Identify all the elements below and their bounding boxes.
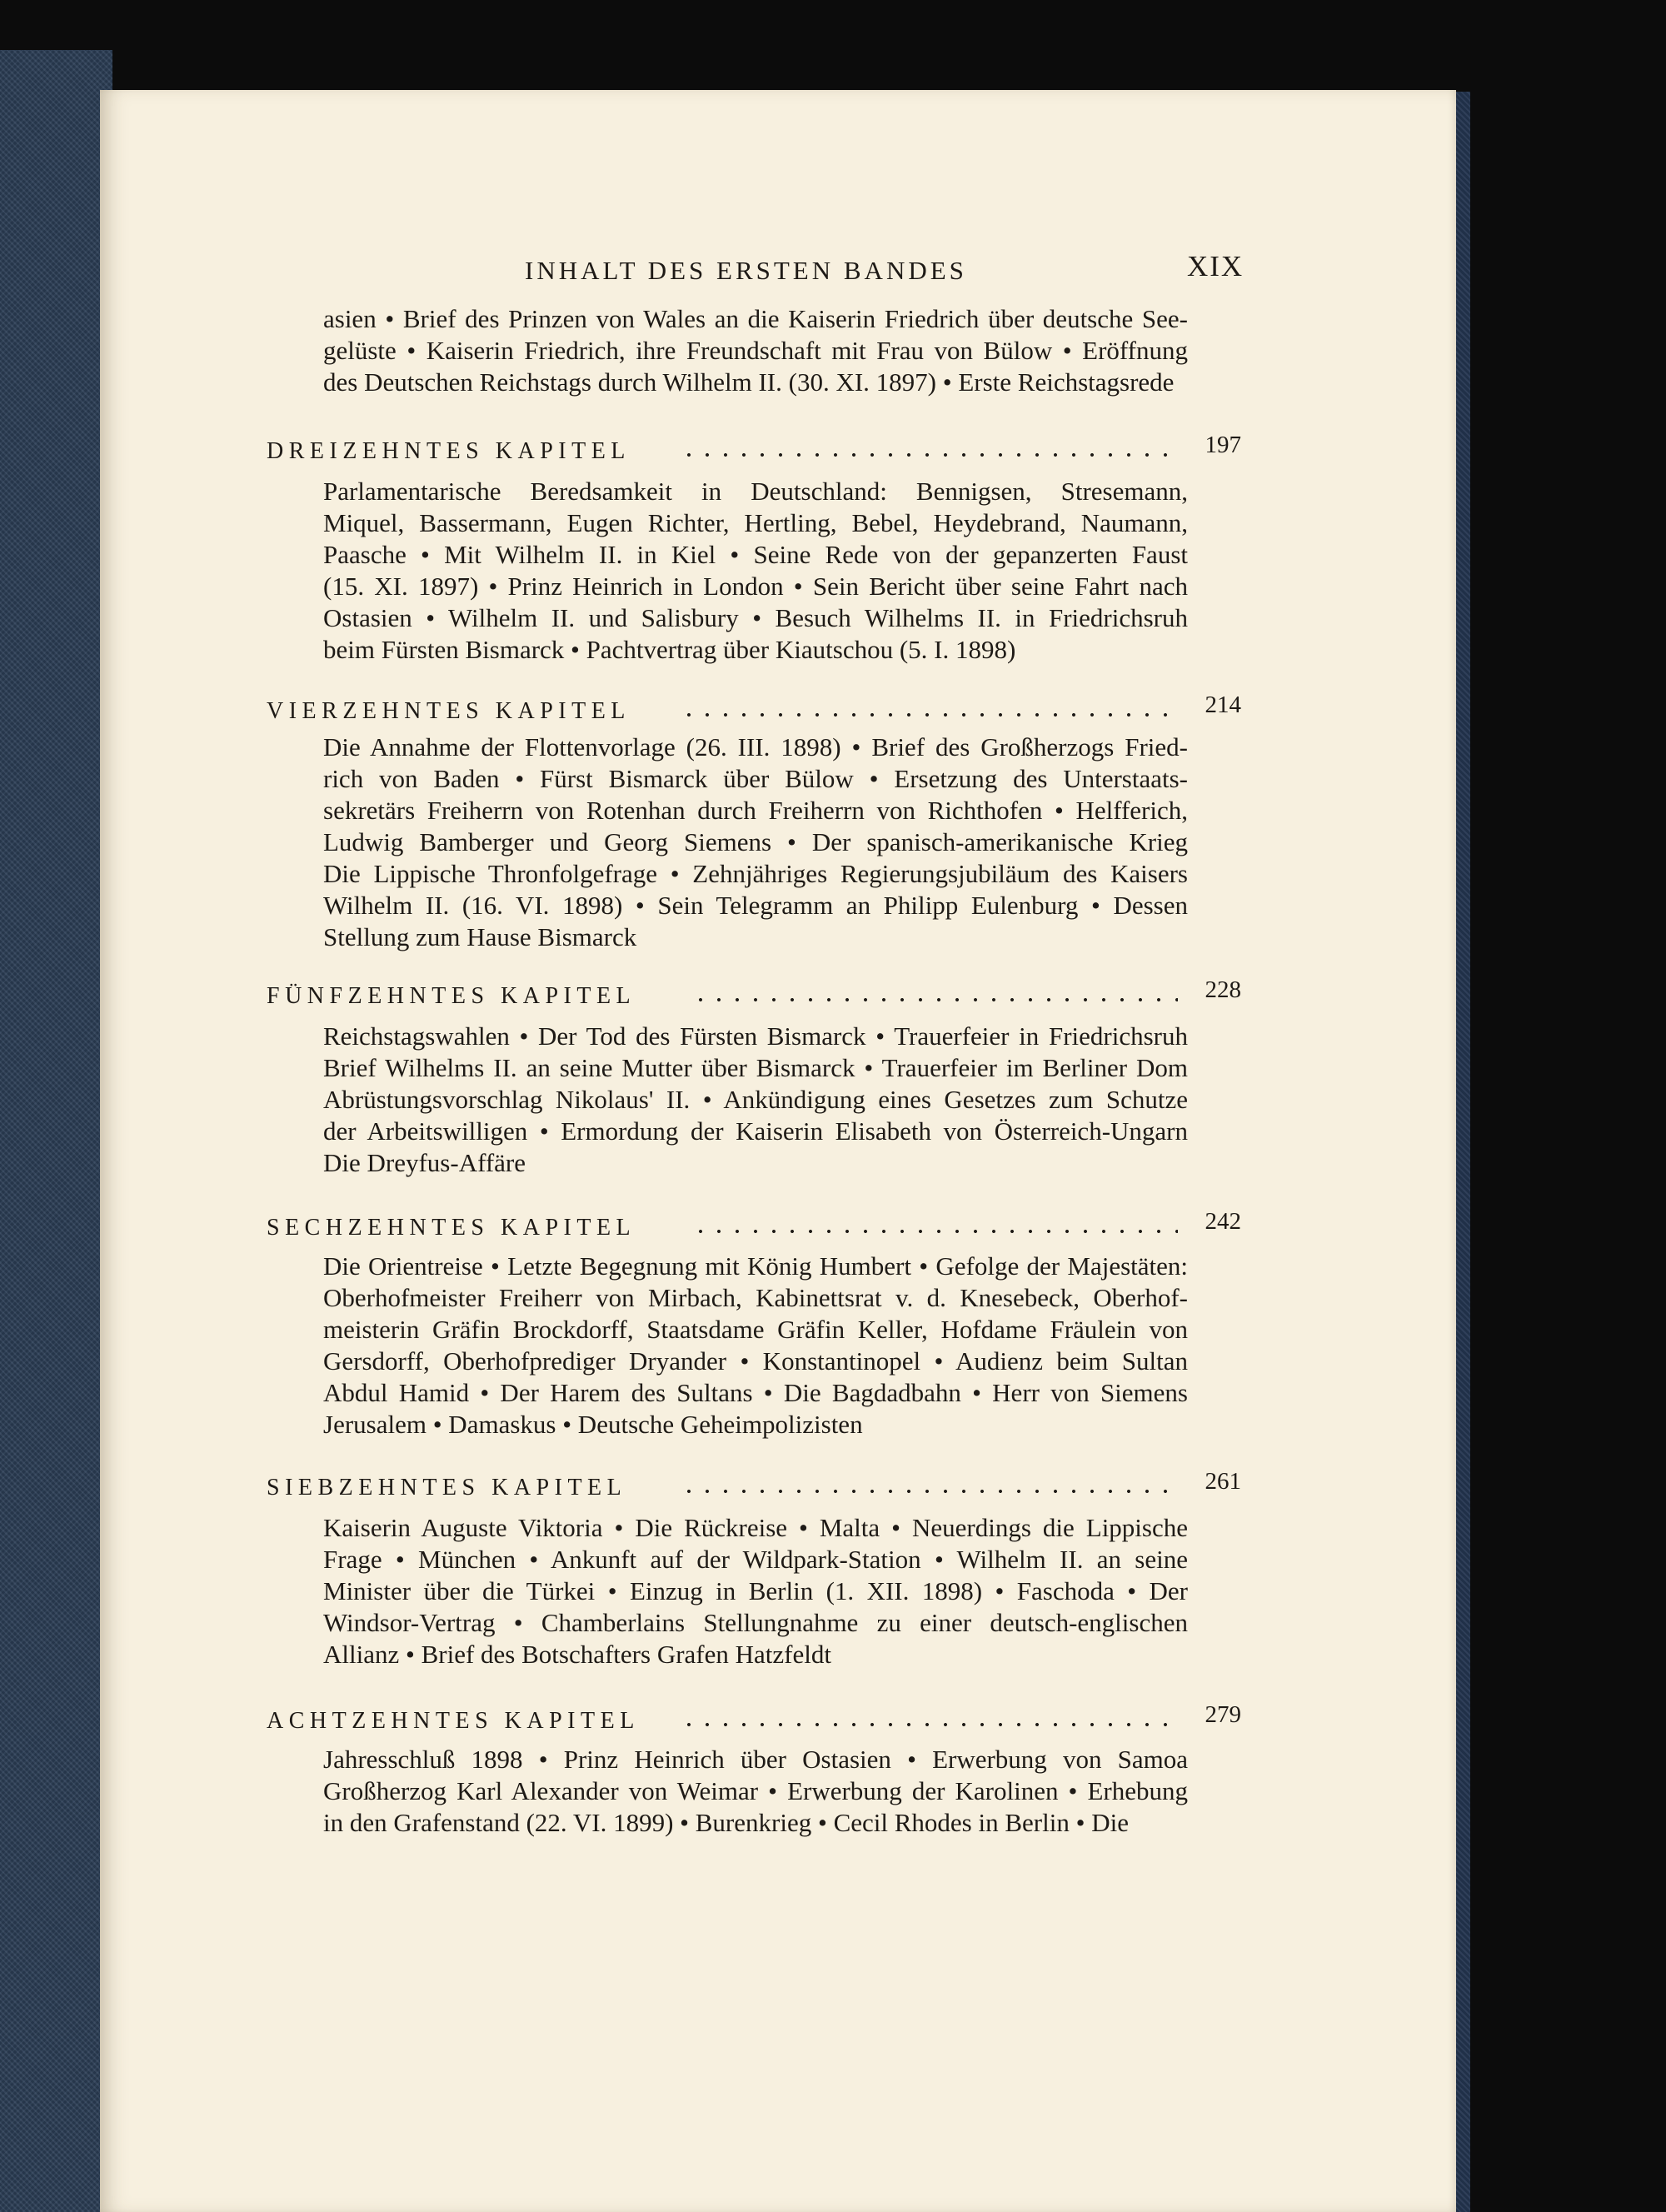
text-line: Ostasien • Wilhelm II. und Salisbury • Besuch Wilhelms II. in Friedrichsruh (323, 603, 1188, 632)
chapter-page-number: 261 (1205, 1468, 1241, 1495)
dot-leader (680, 1490, 1178, 1493)
toc-entry-chapter-14 (267, 692, 1241, 732)
toc-entry-chapter-16 (267, 1208, 1241, 1248)
chapter-title: SECHZEHNTES KAPITEL (267, 1215, 636, 1241)
toc-entry-chapter-15 (267, 976, 1241, 1016)
text-line: Abdul Hamid • Der Harem des Sultans • Die Bagdadbahn • Herr von Siemens (323, 1378, 1188, 1407)
text-line: Brief Wilhelms II. an seine Mutter über Bismarck • Trauerfeier im Berliner Dom (323, 1053, 1188, 1082)
chapter-title: FÜNFZEHNTES KAPITEL (267, 983, 636, 1009)
dot-leader (680, 1723, 1178, 1726)
book-cover-left (0, 50, 112, 2212)
dot-leader (691, 1230, 1178, 1233)
text-line: Oberhofmeister Freiherr von Mirbach, Kabinettsrat v. d. Knesebeck, Oberhof- (323, 1283, 1188, 1312)
text-line: Frage • München • Ankunft auf der Wildpark-Station • Wilhelm II. an seine (323, 1545, 1188, 1574)
chapter-page-number: 242 (1205, 1208, 1241, 1235)
chapter-page-number: 197 (1205, 432, 1241, 458)
text-line: Ludwig Bamberger und Georg Siemens • Der spanisch-amerikanische Krieg (323, 827, 1188, 856)
text-line: sekretärs Freiherrn von Rotenhan durch Freiherrn von Richthofen • Helfferich, (323, 796, 1188, 825)
text-line: Die Annahme der Flottenvorlage (26. III. 1898) • Brief des Großherzogs Fried- (323, 732, 1188, 761)
book-cover-right (1454, 92, 1470, 2212)
text-line: des Deutschen Reichstags durch Wilhelm II. (30. XI. 1897) • Erste Reichstagsrede (323, 367, 1175, 397)
chapter-title: ACHTZEHNTES KAPITEL (267, 1708, 640, 1734)
text-line: Die Dreyfus-Affäre (323, 1148, 526, 1177)
text-line: Stellung zum Hause Bismarck (323, 922, 637, 951)
text-line: der Arbeitswilligen • Ermordung der Kaiserin Elisabeth von Österreich-Ungarn (323, 1116, 1188, 1146)
chapter-summary (323, 732, 1188, 953)
text-line: in den Grafenstand (22. VI. 1899) • Burenkrieg • Cecil Rhodes in Berlin • Die (323, 1808, 1129, 1837)
running-head: INHALT DES ERSTEN BANDES (525, 256, 967, 285)
chapter-page-number: 214 (1205, 692, 1241, 718)
text-line: Reichstagswahlen • Der Tod des Fürsten Bismarck • Trauerfeier in Friedrichsruh (323, 1021, 1188, 1051)
text-line: Allianz • Brief des Botschafters Grafen Hatzfeldt (323, 1640, 831, 1669)
chapter-summary (323, 1512, 1188, 1670)
chapter-page-number: 279 (1205, 1701, 1241, 1728)
text-line: Paasche • Mit Wilhelm II. in Kiel • Seine Rede von der gepanzerten Faust (323, 540, 1188, 569)
text-line: Jerusalem • Damaskus • Deutsche Geheimpolizisten (323, 1410, 863, 1439)
text-line: (15. XI. 1897) • Prinz Heinrich in London • Sein Bericht über seine Fahrt nach (323, 572, 1188, 601)
text-line: asien • Brief des Prinzen von Wales an die Kaiserin Friedrich über deutsche See- (323, 304, 1188, 333)
text-line: Windsor-Vertrag • Chamberlains Stellungnahme zu einer deutsch-englischen (323, 1608, 1188, 1637)
chapter-title: DREIZEHNTES KAPITEL (267, 438, 631, 464)
text-line: Die Lippische Thronfolgefrage • Zehnjähriges Regierungsjubiläum des Kaisers (323, 859, 1188, 888)
intro-paragraph (323, 303, 1188, 398)
text-line: meisterin Gräfin Brockdorff, Staatsdame Gräfin Keller, Hofdame Fräulein von (323, 1315, 1188, 1344)
chapter-title: SIEBZEHNTES KAPITEL (267, 1475, 627, 1500)
chapter-page-number: 228 (1205, 976, 1241, 1003)
toc-entry-chapter-13 (267, 432, 1241, 472)
dot-leader (691, 998, 1178, 1001)
dot-leader (680, 453, 1178, 457)
text-line: gelüste • Kaiserin Friedrich, ihre Freundschaft mit Frau von Bülow • Eröffnung (323, 336, 1188, 365)
dot-leader (680, 713, 1178, 717)
text-line: Parlamentarische Beredsamkeit in Deutschland: Bennigsen, Stresemann, (323, 477, 1188, 506)
text-line: Großherzog Karl Alexander von Weimar • Erwerbung der Karolinen • Erhebung (323, 1776, 1188, 1805)
text-line: Die Orientreise • Letzte Begegnung mit König Humbert • Gefolge der Majestäten: (323, 1251, 1188, 1281)
text-line: Kaiserin Auguste Viktoria • Die Rückreise • Malta • Neuerdings die Lippische (323, 1513, 1188, 1542)
text-line: Wilhelm II. (16. VI. 1898) • Sein Telegramm an Philipp Eulenburg • Dessen (323, 891, 1188, 920)
text-line: rich von Baden • Fürst Bismarck über Bülow • Ersetzung des Unterstaats- (323, 764, 1188, 793)
chapter-summary (323, 1021, 1188, 1179)
chapter-summary (323, 1251, 1188, 1441)
page-folio: XIX (1187, 250, 1245, 282)
toc-entry-chapter-18 (267, 1701, 1241, 1741)
toc-entry-chapter-17 (267, 1468, 1241, 1508)
chapter-summary (323, 1744, 1188, 1839)
text-line: Minister über die Türkei • Einzug in Berlin (1. XII. 1898) • Faschoda • Der (323, 1576, 1188, 1605)
text-line: Miquel, Bassermann, Eugen Richter, Hertling, Bebel, Heydebrand, Naumann, (323, 508, 1188, 537)
text-line: beim Fürsten Bismarck • Pachtvertrag über Kiautschou (5. I. 1898) (323, 635, 1016, 664)
chapter-summary (323, 476, 1188, 666)
chapter-title: VIERZEHNTES KAPITEL (267, 698, 631, 724)
text-line: Jahresschluß 1898 • Prinz Heinrich über Ostasien • Erwerbung von Samoa (323, 1745, 1188, 1774)
text-line: Gersdorff, Oberhofprediger Dryander • Konstantinopel • Audienz beim Sultan (323, 1346, 1188, 1376)
text-line: Abrüstungsvorschlag Nikolaus' II. • Ankündigung eines Gesetzes zum Schutze (323, 1085, 1188, 1114)
